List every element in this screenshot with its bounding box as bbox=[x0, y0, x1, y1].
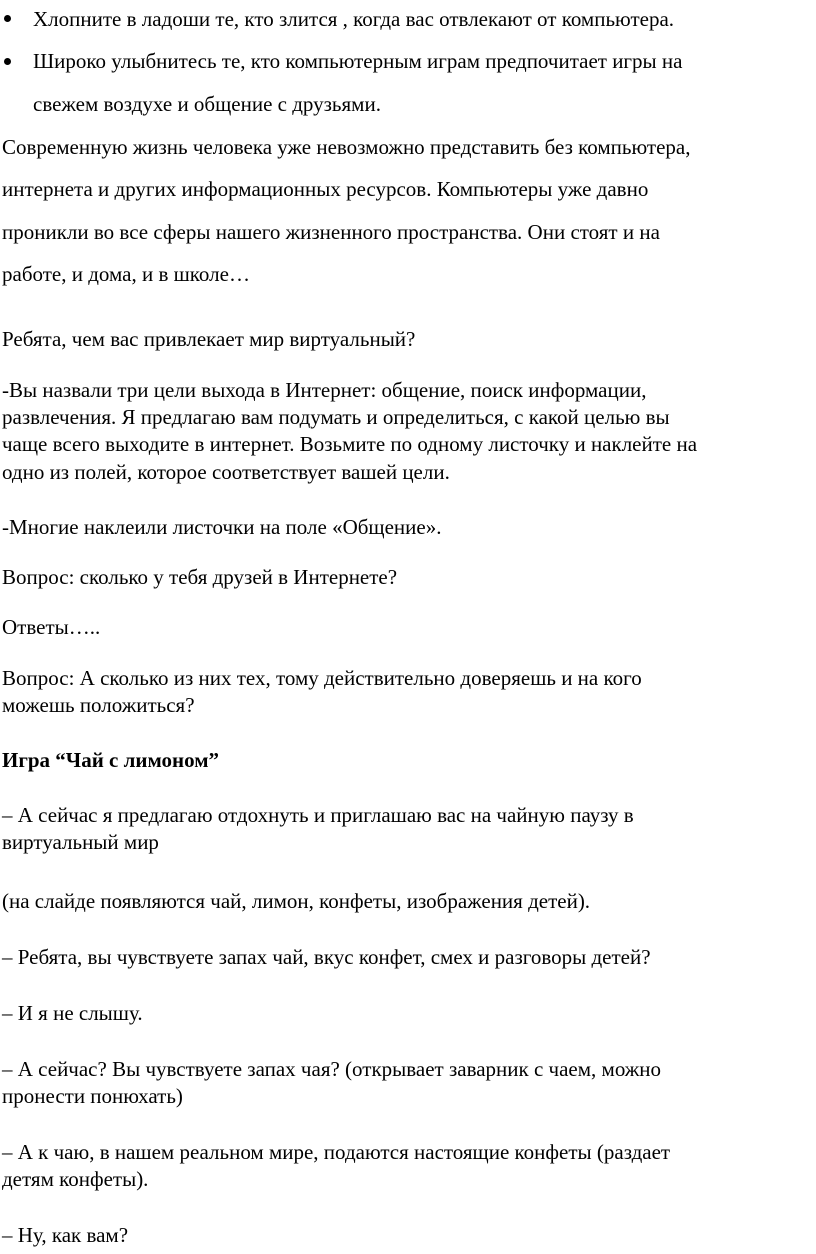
goals-line-3: чаще всего выходите в интернет. Возьмите по одному листочку и наклейте на bbox=[2, 432, 698, 456]
bullet-dot bbox=[4, 15, 11, 22]
bullet-item-2-line-2: свежем воздухе и общение с друзьями. bbox=[33, 92, 381, 116]
pause-line-1: – А сейчас я предлагаю отдохнуть и приглашаю вас на чайную паузу в bbox=[2, 803, 634, 827]
candies-line-2: детям конфеты). bbox=[2, 1167, 149, 1191]
how-question: – Ну, как вам? bbox=[2, 1223, 129, 1247]
question-virtual: Ребята, чем вас привлекает мир виртуальный? bbox=[2, 327, 416, 351]
question-trust-line-1: Вопрос: А сколько из них тех, тому действительно доверяешь и на кого bbox=[2, 666, 642, 690]
bullet-item-1: Хлопните в ладоши те, кто злится , когда вас отвлекают от компьютера. bbox=[33, 7, 675, 31]
game-title: Игра “Чай с лимоном” bbox=[2, 748, 220, 772]
feel-question: – Ребята, вы чувствуете запах чай, вкус конфет, смех и разговоры детей? bbox=[2, 945, 651, 969]
question-trust-line-2: можешь положиться? bbox=[2, 693, 195, 717]
now-line-2: пронести понюхать) bbox=[2, 1084, 183, 1108]
bullet-item-2-line-1: Широко улыбнитесь те, кто компьютерным играм предпочитает игры на bbox=[33, 49, 683, 73]
not-hear: – И я не слышу. bbox=[2, 1001, 143, 1025]
answers: Ответы….. bbox=[2, 615, 101, 639]
intro-line-3: проникли во все сферы нашего жизненного пространства. Они стоят и на bbox=[2, 220, 660, 244]
now-line-1: – А сейчас? Вы чувствуете запах чая? (открывает заварник с чаем, можно bbox=[2, 1057, 662, 1081]
goals-line-4: одно из полей, которое соответствует вашей цели. bbox=[2, 460, 450, 484]
goals-line-1: -Вы назвали три цели выхода в Интернет: общение, поиск информации, bbox=[2, 378, 647, 402]
many-stuck: -Многие наклеили листочки на поле «Общение». bbox=[2, 515, 442, 539]
question-friends: Вопрос: сколько у тебя друзей в Интернете? bbox=[2, 565, 398, 589]
pause-line-2: виртуальный мир bbox=[2, 830, 159, 854]
candies-line-1: – А к чаю, в нашем реальном мире, подаются настоящие конфеты (раздает bbox=[2, 1140, 671, 1164]
intro-line-1: Современную жизнь человека уже невозможно представить без компьютера, bbox=[2, 135, 691, 159]
bullet-dot bbox=[4, 58, 11, 65]
intro-line-4: работе, и дома, и в школе… bbox=[2, 262, 250, 286]
goals-line-2: развлечения. Я предлагаю вам подумать и определиться, с какой целью вы bbox=[2, 405, 670, 429]
intro-line-2: интернета и других информационных ресурсов. Компьютеры уже давно bbox=[2, 177, 649, 201]
slide-note: (на слайде появляются чай, лимон, конфеты, изображения детей). bbox=[2, 889, 591, 913]
